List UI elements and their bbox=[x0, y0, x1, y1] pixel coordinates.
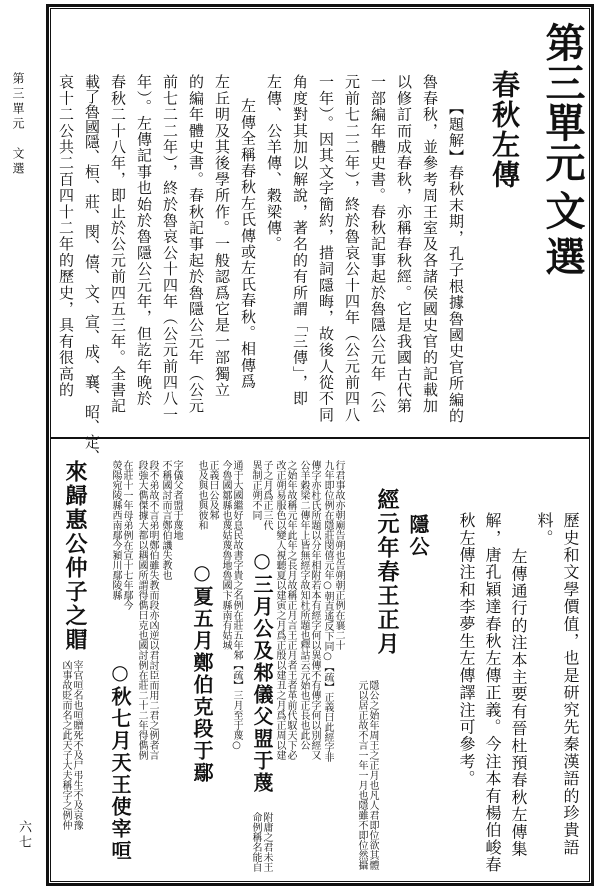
note-line: 命例稱名能自 bbox=[250, 812, 261, 872]
page-number: 六七 bbox=[16, 820, 31, 850]
note-line: 段強大儁傑據大都以耦國所謂得儁曰克也國討例在莊二十二年得儁例 bbox=[136, 460, 147, 760]
passage-main: ○三月公及邾儀父盟于蔑 bbox=[250, 548, 274, 794]
top-column: 的編年體史書。春秋記事起於魯隱公元年（公元 bbox=[187, 74, 205, 415]
unit-title: 第三單元 bbox=[539, 22, 586, 182]
passage-note bbox=[298, 460, 319, 760]
note-line: 子之月爲正三代 bbox=[261, 460, 272, 530]
note-line: 在莊十一年母弟例在宣十七年鄢今 bbox=[121, 460, 132, 610]
note-line: 公羊穀梁二傳年上皆無經字故知杜所題也釋詁云元始也正長也此公 bbox=[298, 460, 309, 750]
note-line: 熒陽宛陵縣西南鄢今潁川鄢陵縣 bbox=[110, 460, 121, 600]
note-line: 通于大國繼好息民故書字貴之名例在莊五年邾【疏】三月至于蔑○ bbox=[231, 460, 242, 751]
passage-note bbox=[110, 460, 131, 610]
top-column: 春秋二十八年，即止於公元前四五三年。全書記 bbox=[109, 74, 127, 415]
note-line: 傳字亦杜氏所題以分年相附若本有經字何以異傳不有傳字何以別經又 bbox=[309, 460, 320, 760]
note-line: 凶事故貶而名之此天子大夫稱字之例仲 bbox=[60, 660, 71, 830]
note-line: 行君事故亦朝廟告朔也告朔朝正例在襄二十 bbox=[333, 460, 344, 650]
bottom-column: 秋左傳注和李夢生左傳譯注可參考。 bbox=[457, 512, 476, 788]
note-line: 字儀父者盟于蔑地 bbox=[171, 460, 182, 540]
passage-main: 來歸惠公仲子之賵 bbox=[62, 460, 88, 652]
chapter-title: 隱公 bbox=[406, 514, 430, 558]
top-column: 哀十二公共二百四十二年的歷史，具有很高的 bbox=[57, 74, 75, 398]
bottom-column: 左傳通行的注本主要有晉杜預春秋左傳集 bbox=[509, 548, 528, 858]
note-line: 改正朔易服色以變人視聽夏以建寅之月爲正殷以建丑之月爲正周以建 bbox=[274, 460, 285, 760]
note-line: 宰官咺名也咺贈死不及尸弔生不及哀豫 bbox=[71, 660, 82, 830]
running-header: 第三單元 文選 bbox=[11, 72, 25, 177]
top-column: 角度對其加以解說，著名的有所謂「三傳」，即 bbox=[291, 74, 309, 407]
passage-main: 經元年春王正月 bbox=[374, 488, 400, 656]
note-line: 今魯國鄒縣也蔑姑蔑魯地魯國卞縣南有姑城 bbox=[220, 460, 231, 650]
note-line: 不稱國討而言鄭伯譏失教也 bbox=[160, 460, 171, 580]
passage-note bbox=[356, 680, 377, 870]
top-column: 左傳、公羊傳、穀梁傳。 bbox=[265, 74, 283, 253]
passage-note bbox=[250, 460, 271, 530]
top-column: 左丘明及其後學所作。一般認爲它是一部獨立 bbox=[213, 74, 231, 398]
note-line: 九年即位例在隱莊閔僖元年○朝直遙反下同○【疏】正義曰此經字非 bbox=[322, 460, 333, 762]
passage-note bbox=[196, 460, 217, 530]
bottom-column: 歷史和文學價值，也是研究先秦漢語的珍貴語 bbox=[561, 512, 580, 856]
note-line: 也及與也與彼和 bbox=[196, 460, 207, 530]
note-line: 隱公之始年周王之正月也凡人君即位欲其體 bbox=[367, 680, 378, 870]
bottom-column: 解，唐孔穎達春秋左傳正義。今注本有楊伯峻春 bbox=[483, 512, 502, 874]
top-column: 以修訂而成春秋，亦稱春秋經。它是我國古代第 bbox=[395, 74, 413, 415]
top-column: 一年）。因其文字簡約，措詞隱晦，故後人從不同 bbox=[317, 74, 335, 423]
top-column: 魯春秋，並參考周王室及各諸侯國史官的記載加 bbox=[421, 74, 439, 415]
passage-note bbox=[274, 460, 295, 760]
work-title: 春秋左傳 bbox=[488, 70, 521, 190]
passage-note bbox=[220, 460, 241, 751]
top-column: 元前七二二年），終於魯哀公十四年（公元前四八 bbox=[343, 74, 361, 423]
section-title: 文選 bbox=[539, 190, 586, 282]
section-divider bbox=[50, 437, 590, 439]
bottom-column: 料。 bbox=[535, 512, 554, 547]
passage-note bbox=[322, 460, 343, 762]
note-line: 異制正朔不同 bbox=[250, 460, 261, 520]
top-column: 一部編年體史書。春秋記事起於魯隱公元年（公 bbox=[369, 74, 387, 415]
note-line: 段不弟故不言弟明鄭伯雖失教而段亦凶逆以君討臣而用二君之例者言 bbox=[147, 460, 158, 760]
top-column: 左傳全稱春秋左氏傳或左氏春秋。相傳爲 bbox=[239, 98, 257, 390]
passage-note bbox=[250, 812, 271, 872]
passage-main: ○秋七月天王使宰咺 bbox=[108, 660, 132, 862]
top-column: 載了魯國隱、桓、莊、閔、僖、文、宣、成、襄、昭、定、 bbox=[83, 74, 101, 464]
note-line: 正義曰公及邾 bbox=[207, 460, 218, 520]
passage-note bbox=[136, 460, 157, 760]
top-column: 【題解】春秋末期，孔子根據魯國史官所編的 bbox=[447, 100, 465, 424]
passage-note bbox=[60, 660, 81, 830]
top-column: 年）。左傳記事也始於魯隱公元年，但訖年晚於 bbox=[135, 74, 153, 407]
note-line: 附庸之君未王 bbox=[261, 812, 272, 872]
passage-note bbox=[160, 460, 181, 580]
note-line: 元以居正故不言一年一月也隱雖不即位然攝 bbox=[356, 680, 367, 870]
note-line: 之始年故稱元年此年之長月故稱正月言王正月者王者革前代馭天下必 bbox=[285, 460, 296, 760]
top-column: 前七二二年），終於魯哀公十四年（公元前四八一 bbox=[161, 74, 179, 423]
passage-main: ○夏五月鄭伯克段于鄢 bbox=[190, 560, 214, 784]
